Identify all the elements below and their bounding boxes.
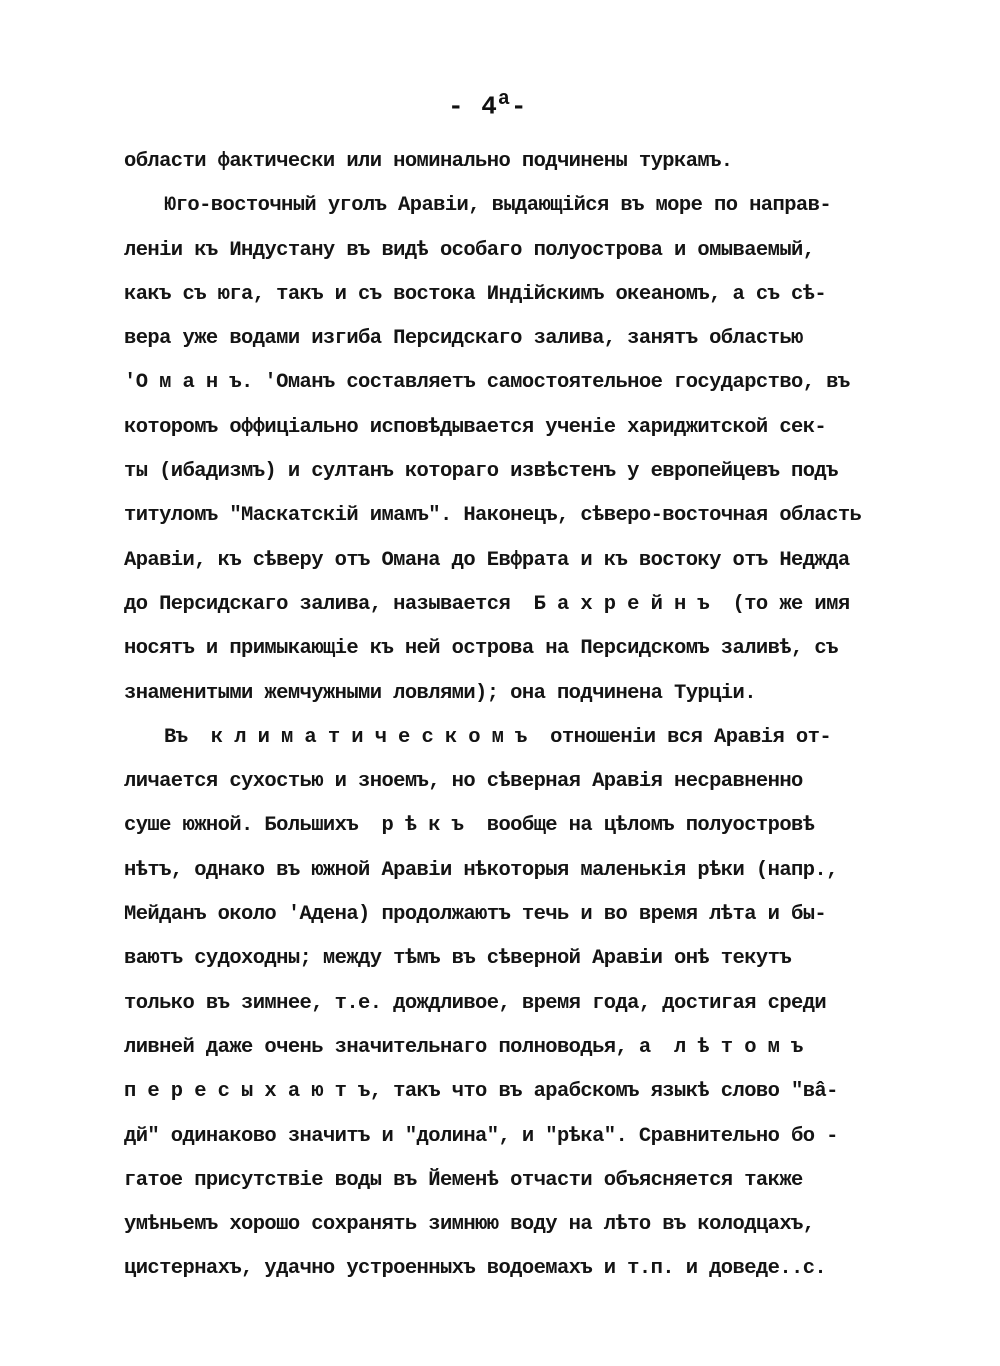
- text-line: до Персидскаго залива, называется Б а х р е й н ъ (то же имя: [124, 592, 850, 616]
- text-line: нѣтъ, однако въ южной Аравіи нѣкоторыя маленькія рѣки (напр.,: [124, 858, 838, 882]
- text-line: Юго-восточный уголъ Аравіи, выдающійся въ море по направ-: [164, 194, 832, 218]
- text-line: дй" одинаково значитъ и "долина", и "рѣка". Сравнительно бо -: [124, 1124, 838, 1148]
- page-number-main: - 4: [448, 91, 498, 122]
- text-line: ваютъ судоходны; между тѣмъ въ сѣверной Аравіи онѣ текутъ: [124, 947, 792, 971]
- text-line: вера уже водами изгиба Персидскаго залива, занятъ областью: [124, 327, 803, 351]
- text-line: цистернахъ, удачно устроенныхъ водоемахъ и т.п. и доведе..с.: [124, 1257, 827, 1281]
- text-line: области фактически или номинально подчинены туркамъ.: [124, 150, 733, 173]
- text-line: ливней даже очень значительнаго полноводья, а л ѣ т о м ъ: [124, 1035, 803, 1059]
- text-line: носятъ и примыкающіе къ ней острова на Персидскомъ заливѣ, съ: [124, 637, 838, 661]
- text-line: Мейданъ около 'Адена) продолжаютъ течь и во время лѣта и бы-: [124, 903, 827, 927]
- text-line: знаменитыми жемчужными ловлями); она подчинена Турціи.: [124, 681, 756, 705]
- page-number-superscript: а: [497, 88, 511, 111]
- text-line: п е р е с ы х а ю т ъ, такъ что въ арабскомъ языкѣ слово "вâ-: [124, 1080, 838, 1104]
- text-line: которомъ оффиціально исповѣдывается ученіе хариджитской сек-: [124, 415, 827, 439]
- text-line: Въ к л и м а т и ч е с к о м ъ отношеніи вся Аравія от-: [164, 725, 832, 749]
- page-number: [448, 88, 527, 122]
- text-line: только въ зимнее, т.е. дождливое, время года, достигая среди: [124, 991, 827, 1015]
- text-line: 'О м а н ъ. 'Оманъ составляетъ самостоятельное государство, въ: [124, 371, 850, 395]
- text-line: суше южной. Большихъ р ѣ к ъ вообще на цѣломъ полуостровѣ: [124, 814, 815, 838]
- text-line: Аравіи, къ сѣверу отъ Омана до Евфрата и къ востоку отъ Неджда: [124, 548, 850, 572]
- text-line: какъ съ юга, такъ и съ востока Индійскимъ океаномъ, а съ сѣ-: [124, 282, 827, 306]
- text-line: гатое присутствіе воды въ Йеменѣ отчасти объясняется также: [124, 1168, 803, 1192]
- body-text: [124, 140, 864, 1292]
- text-line: титуломъ "Маскатскій имамъ". Наконецъ, сѣверо-восточная область: [124, 504, 862, 528]
- text-line: ты (ибадизмъ) и султанъ котораго извѣстенъ у европейцевъ подъ: [124, 460, 838, 484]
- text-line: умѣньемъ хорошо сохранять зимнюю воду на лѣто въ колодцахъ,: [124, 1213, 815, 1237]
- page-number-tail: -: [510, 91, 528, 122]
- text-line: леніи къ Индустану въ видѣ особаго полуострова и омываемый,: [124, 238, 815, 262]
- text-line: личается сухостью и зноемъ, но сѣверная Аравія несравненно: [124, 770, 803, 794]
